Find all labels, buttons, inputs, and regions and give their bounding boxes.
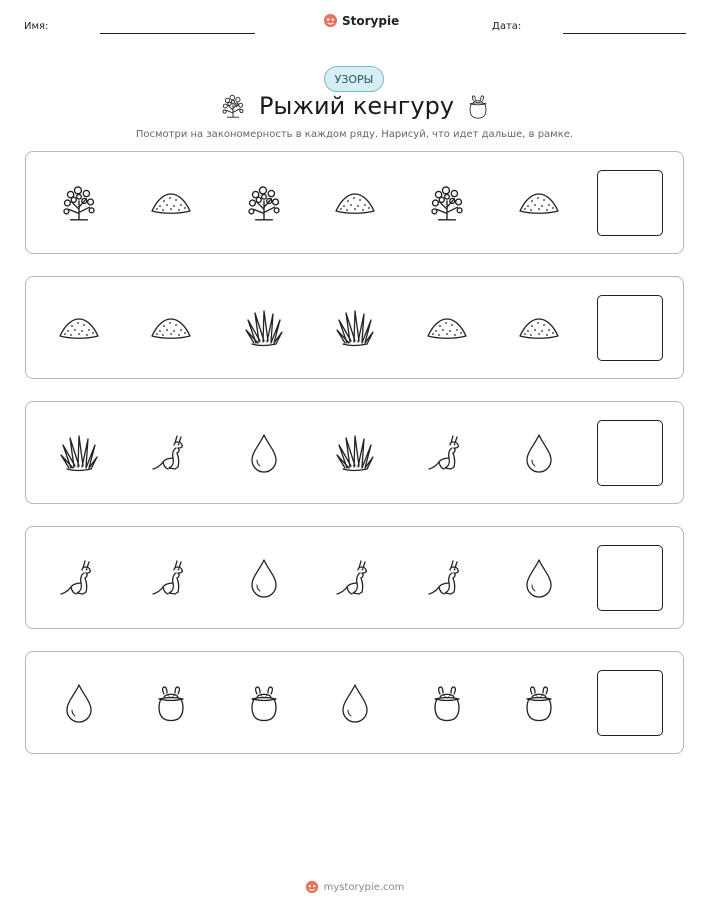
pot-icon: [509, 673, 569, 733]
sand-icon: [325, 173, 385, 233]
drop-icon: [509, 423, 569, 483]
drop-icon: [49, 673, 109, 733]
title-row: [0, 92, 709, 120]
storypie-logo-icon: [305, 880, 319, 894]
pattern-row: [25, 526, 684, 629]
kangaroo-icon: [141, 423, 201, 483]
name-field[interactable]: [100, 33, 255, 34]
category-badge: УЗОРЫ: [324, 66, 384, 92]
footer-url[interactable]: mystorypie.com: [323, 881, 405, 893]
answer-box[interactable]: [597, 170, 663, 236]
sand-icon: [141, 298, 201, 358]
name-label: Имя:: [24, 21, 49, 32]
brand-name: Storypie: [342, 13, 400, 28]
grass-icon: [325, 298, 385, 358]
pattern-row: [25, 276, 684, 379]
kangaroo-icon: [49, 548, 109, 608]
kangaroo-icon: [141, 548, 201, 608]
answer-box[interactable]: [597, 670, 663, 736]
sand-icon: [509, 298, 569, 358]
page-title: Рыжий кенгуру: [258, 92, 455, 120]
tree-icon: [49, 173, 109, 233]
answer-box[interactable]: [597, 545, 663, 611]
answer-box[interactable]: [597, 295, 663, 361]
brand-logo: [323, 13, 399, 28]
tree-icon: [219, 92, 247, 120]
date-field[interactable]: [563, 33, 686, 34]
kangaroo-icon: [325, 548, 385, 608]
sand-icon: [509, 173, 569, 233]
answer-box[interactable]: [597, 420, 663, 486]
drop-icon: [234, 548, 294, 608]
pot-icon: [417, 673, 477, 733]
footer: [0, 880, 709, 894]
drop-icon: [509, 548, 569, 608]
instructions: Посмотри на закономерность в каждом ряду. Нарисуй, что идет дальше, в рамке.: [135, 129, 574, 140]
kangaroo-pot-icon: [466, 93, 490, 120]
sand-icon: [141, 173, 201, 233]
tree-icon: [417, 173, 477, 233]
date-label: Дата:: [492, 21, 522, 32]
pot-icon: [141, 673, 201, 733]
grass-icon: [234, 298, 294, 358]
sand-icon: [417, 298, 477, 358]
kangaroo-icon: [417, 548, 477, 608]
sand-icon: [49, 298, 109, 358]
pattern-row: [25, 151, 684, 254]
pattern-row: [25, 651, 684, 754]
kangaroo-icon: [417, 423, 477, 483]
storypie-logo-icon: [323, 13, 338, 28]
tree-icon: [234, 173, 294, 233]
pot-icon: [234, 673, 294, 733]
drop-icon: [325, 673, 385, 733]
pattern-row: [25, 401, 684, 504]
drop-icon: [234, 423, 294, 483]
grass-icon: [325, 423, 385, 483]
grass-icon: [49, 423, 109, 483]
